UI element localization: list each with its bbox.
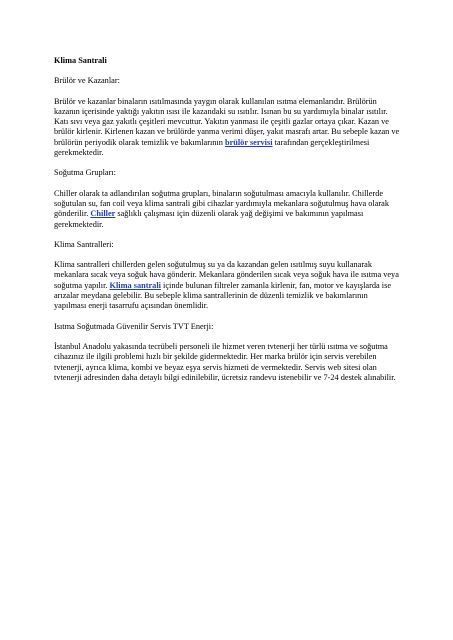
paragraph-text: tarafından gerçekleştirilmesi gerekmektedir. [54, 137, 370, 158]
paragraph-text: Brülör ve kazanlar binaların ısıtılmasında yaygın olarak kullanılan ısıtma elemanlarıdır. Brülörün kazanın içerisinde yaktığı yakıtın ısısı ile kazandaki su ısıtılır. Isınan bu su yardımıyla binalar ısıtılır. Katı sıvı veya gaz yakıtlı çeşitleri mevcuttur. Yakıtın yanması ile çeşitli gazlar ortaya çıkar. Kazan ve brülör kirlenir. Kirlenen kazan ve brülörde yanma verimi düşer, yakıt masrafı artar. Bu sebeple kazan ve brülörün periyodik olarak temizlik ve bakımlarının [54, 96, 400, 147]
chiller-link[interactable]: Chiller [90, 209, 116, 219]
document-page [54, 56, 400, 393]
section-heading-service: Isıtma Soğutmada Güvenilir Servis TVT Enerji: [54, 321, 214, 331]
section-paragraph-air-handling [54, 260, 400, 311]
document-title: Klima Santrali [54, 56, 107, 65]
paragraph-text: sağlıklı çalışması için düzenli olarak yağ değişimi ve bakımının yapılması gerekmektedir. [54, 209, 364, 229]
section-heading-cooling: Soğutma Grupları: [54, 168, 116, 178]
section-heading-air-handling: Klima Santralleri: [54, 239, 114, 249]
air-handling-unit-link[interactable]: Klima santrali [109, 280, 161, 290]
burner-service-link[interactable]: brülör servisi [224, 137, 273, 147]
section-paragraph-service: İstanbul Anadolu yakasında tecrübeli personeli ile hizmet veren tvtenerji her türlü ısıtma ve soğutma cihazınız ile ilgili problemi hızlı bir şekilde gidermektedir. Her marka brülör için servis verebilen tvtenerji, ayrıca klima, kombi ve beyaz eşya servis hizmeti de vermektedir. Servis web sitesi olan tvtenerji adresinden daha detaylı bilgi edinilebilir, ücretsiz randevu istenebilir ve 7-24 destek alınabilir. [54, 341, 396, 382]
paragraph-text: içinde bulunan filtreler zamanla kirlenir, fan, motor ve kayışlarda ise arızalar meydana gelebilir. Bu sebeple klima santrallerinin de düzenli temizlik ve bakımlarının yapılması enerji tasarrufu açısından önemlidir. [54, 280, 392, 311]
paragraph-text: Klima santralleri chillerden gelen soğutulmuş su ya da kazandan gelen ısıtılmış suyu kullanarak mekanlara sıcak veya soğuk hava gönderir. Mekanlara gönderilen sıcak veya soğuk hava ile ısıtma veya soğutma yapılır. [54, 260, 399, 290]
paragraph-text: Chiller olarak ta adlandırılan soğutma grupları, binaların soğutulması amacıyla kullanılır. Chillerde soğutulan su, fan coil veya klima santrali gibi cihazlar yardımıyla mekanlara soğutulmuş hava olarak gönderilir. [54, 188, 389, 219]
section-paragraph-burner [54, 97, 400, 159]
section-paragraph-cooling [54, 189, 400, 230]
section-heading-burner: Brülör ve Kazanlar: [54, 76, 120, 86]
